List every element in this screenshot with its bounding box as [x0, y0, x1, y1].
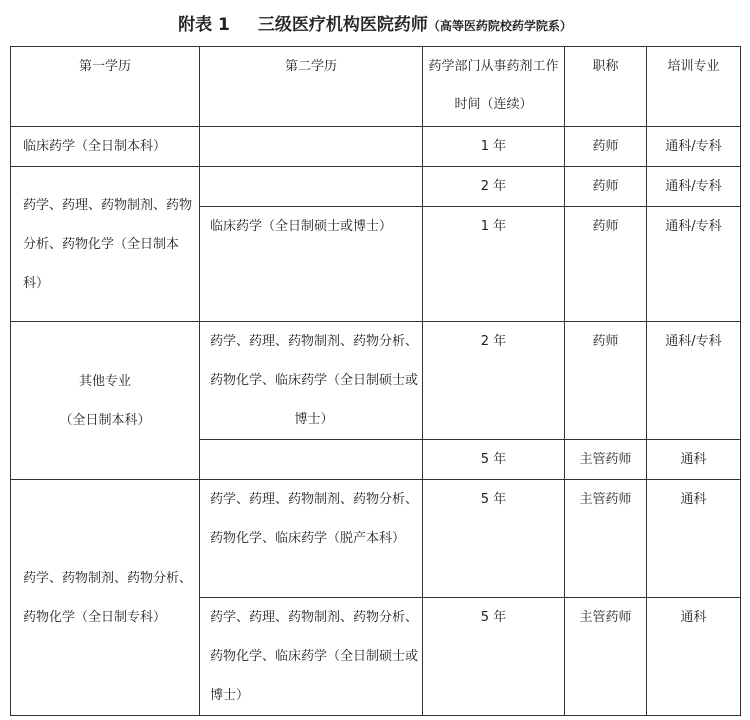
- row4a-years: 5 年: [423, 480, 565, 598]
- row2b-training: 通科/专科: [647, 207, 741, 322]
- header-title: 职称: [565, 47, 647, 127]
- row3b-training: 通科: [647, 440, 741, 480]
- row3a-training: 通科/专科: [647, 322, 741, 440]
- title-prefix: 附表 1: [178, 15, 230, 35]
- table-row: [11, 127, 741, 167]
- row4a-second-degree: 药学、药理、药物制剂、药物分析、药物化学、临床药学（脱产本科）: [200, 480, 423, 598]
- row3b-title: 主管药师: [565, 440, 647, 480]
- row4b-years: 5 年: [423, 598, 565, 716]
- title-main: 三级医疗机构医院药师: [257, 15, 428, 35]
- row2-first-degree: 药学、药理、药物制剂、药物分析、药物化学（全日制本科）: [11, 167, 200, 322]
- row2a-training: 通科/专科: [647, 167, 741, 207]
- table-row: [11, 167, 741, 207]
- row2a-years: 2 年: [423, 167, 565, 207]
- table-header-row: [11, 47, 741, 127]
- pharmacist-requirements-table: [10, 46, 741, 716]
- header-first-degree: 第一学历: [11, 47, 200, 127]
- row1-training: 通科/专科: [647, 127, 741, 167]
- header-work-years: 药学部门从事药剂工作时间（连续）: [423, 47, 565, 127]
- row2a-second-degree: [200, 167, 423, 207]
- header-second-degree: 第二学历: [200, 47, 423, 127]
- document-title: [0, 10, 750, 40]
- row1-first-degree: 临床药学（全日制本科）: [11, 127, 200, 167]
- row4a-title: 主管药师: [565, 480, 647, 598]
- row1-title: 药师: [565, 127, 647, 167]
- row3-first-degree-line1: 其他专业: [78, 373, 131, 389]
- row4b-second-degree: 药学、药理、药物制剂、药物分析、药物化学、临床药学（全日制硕士或博士）: [200, 598, 423, 716]
- row2b-years: 1 年: [423, 207, 565, 322]
- row3-first-degree-line2: （全日制本科）: [59, 412, 151, 428]
- row1-second-degree: [200, 127, 423, 167]
- row3b-second-degree: [200, 440, 423, 480]
- row3-first-degree: [11, 322, 200, 480]
- table-row: [11, 480, 741, 598]
- row2b-second-degree: 临床药学（全日制硕士或博士）: [200, 207, 423, 322]
- table-row: [11, 322, 741, 440]
- row3b-years: 5 年: [423, 440, 565, 480]
- row3a-years: 2 年: [423, 322, 565, 440]
- row4b-training: 通科: [647, 598, 741, 716]
- row3a-title: 药师: [565, 322, 647, 440]
- header-training: 培训专业: [647, 47, 741, 127]
- row4a-training: 通科: [647, 480, 741, 598]
- row3a-second-degree: 药学、药理、药物制剂、药物分析、药物化学、临床药学（全日制硕士或博士）: [200, 322, 423, 440]
- row4b-title: 主管药师: [565, 598, 647, 716]
- row2b-title: 药师: [565, 207, 647, 322]
- row1-years: 1 年: [423, 127, 565, 167]
- row2a-title: 药师: [565, 167, 647, 207]
- title-subtitle: （高等医药院校药学院系）: [427, 19, 572, 33]
- row4-first-degree: 药学、药物制剂、药物分析、药物化学（全日制专科）: [11, 480, 200, 716]
